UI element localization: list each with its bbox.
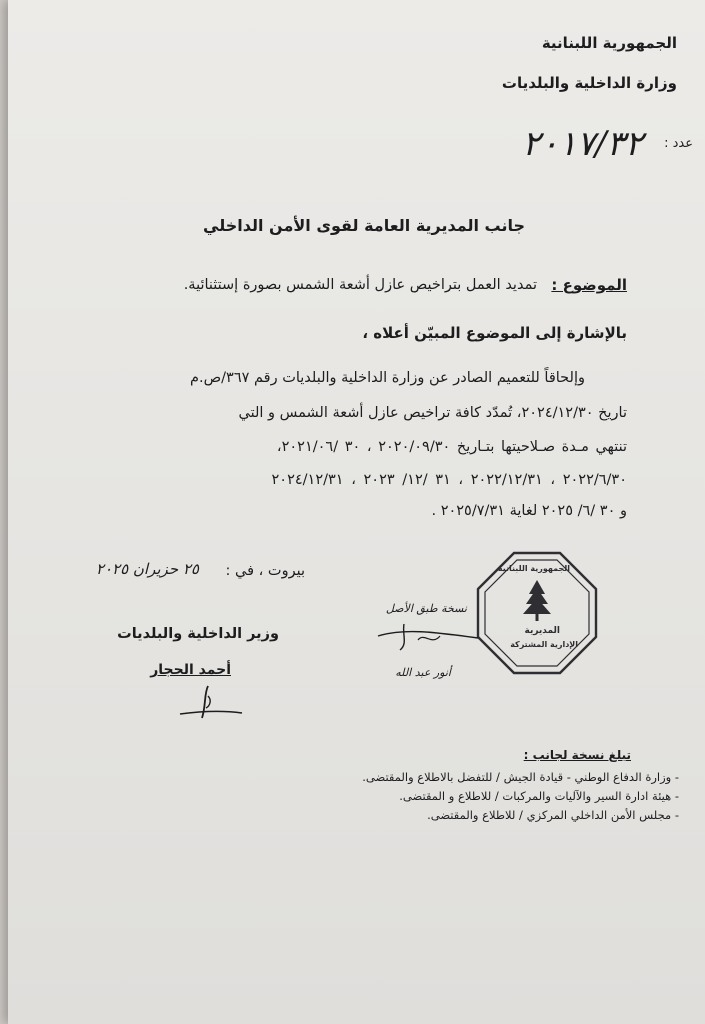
signatory-title: وزير الداخلية والبلديات bbox=[117, 626, 279, 642]
stamp-center-text: المديرية bbox=[524, 626, 560, 636]
reference-label: عدد : bbox=[664, 136, 693, 151]
minister-signature bbox=[170, 682, 250, 722]
header-ministry: وزارة الداخلية والبلديات bbox=[501, 74, 677, 92]
reference-number-handwritten: ٢٠١٧/٣٢ bbox=[521, 124, 643, 164]
stamp-signature bbox=[374, 618, 484, 654]
date-place: بيروت ، في : bbox=[225, 563, 305, 579]
document-page bbox=[8, 0, 705, 1024]
subject-text: تمديد العمل بتراخيص عازل أشعة الشمس بصورة إستثنائية. bbox=[183, 277, 537, 293]
body-line-3: تنتهي مـدة صـلاحيتها بتـاريخ ٢٠٢٠/٠٩/٣٠ ، ٣٠ /٢٠٢١/٠٦، bbox=[276, 439, 627, 455]
copies-title: تبلغ نسخة لجانب : bbox=[523, 748, 631, 762]
stamp-top-text: الجمهورية اللبنانية bbox=[497, 564, 570, 573]
body-line-1: وإلحاقاً للتعميم الصادر عن وزارة الداخلية والبلديات رقم ٣٦٧/ص.م bbox=[190, 370, 585, 386]
official-stamp bbox=[474, 550, 600, 676]
stamp-signer-name: أنور عبد الله bbox=[395, 666, 451, 679]
copies-item-3: - مجلس الأمن الداخلي المركزي / للاطلاع والمقتضى. bbox=[427, 808, 679, 822]
body-line-5: و ٣٠ /٦/ ٢٠٢٥ لغاية ٢٠٢٥/٧/٣١ . bbox=[431, 503, 627, 519]
reference-line: بالإشارة إلى الموضوع المبيّن أعلاه ، bbox=[362, 324, 627, 342]
date-handwritten: ٢٥ حزيران ٢٠٢٥ bbox=[95, 560, 199, 578]
signatory-name: أحمد الحجار bbox=[150, 662, 231, 678]
stamp-sub-text: الإدارية المشتركة bbox=[510, 640, 578, 649]
body-line-4: ٢٠٢٢/٦/٣٠ ، ٢٠٢٢/١٢/٣١ ، ٣١ /١٢/ ٢٠٢٣ ، ٢٠٢٤/١٢/٣١ bbox=[271, 472, 627, 488]
true-copy-note: نسخة طبق الأصل bbox=[385, 602, 467, 615]
body-line-2: تاريخ ٢٠٢٤/١٢/٣٠، تُمدّد كافة تراخيص عازل أشعة الشمس و التي bbox=[238, 405, 627, 421]
copies-item-2: - هيئة ادارة السير والآليات والمركبات / للاطلاع و المقتضى. bbox=[399, 789, 679, 803]
subject-label: الموضوع : bbox=[551, 276, 627, 294]
copies-item-1: - وزارة الدفاع الوطني - قيادة الجيش / للتفضل بالاطلاع والمقتضى. bbox=[362, 770, 679, 784]
addressee-text: جانب المديرية العامة لقوى الأمن الداخلي bbox=[203, 216, 525, 235]
header-republic: الجمهورية اللبنانية bbox=[541, 34, 677, 52]
